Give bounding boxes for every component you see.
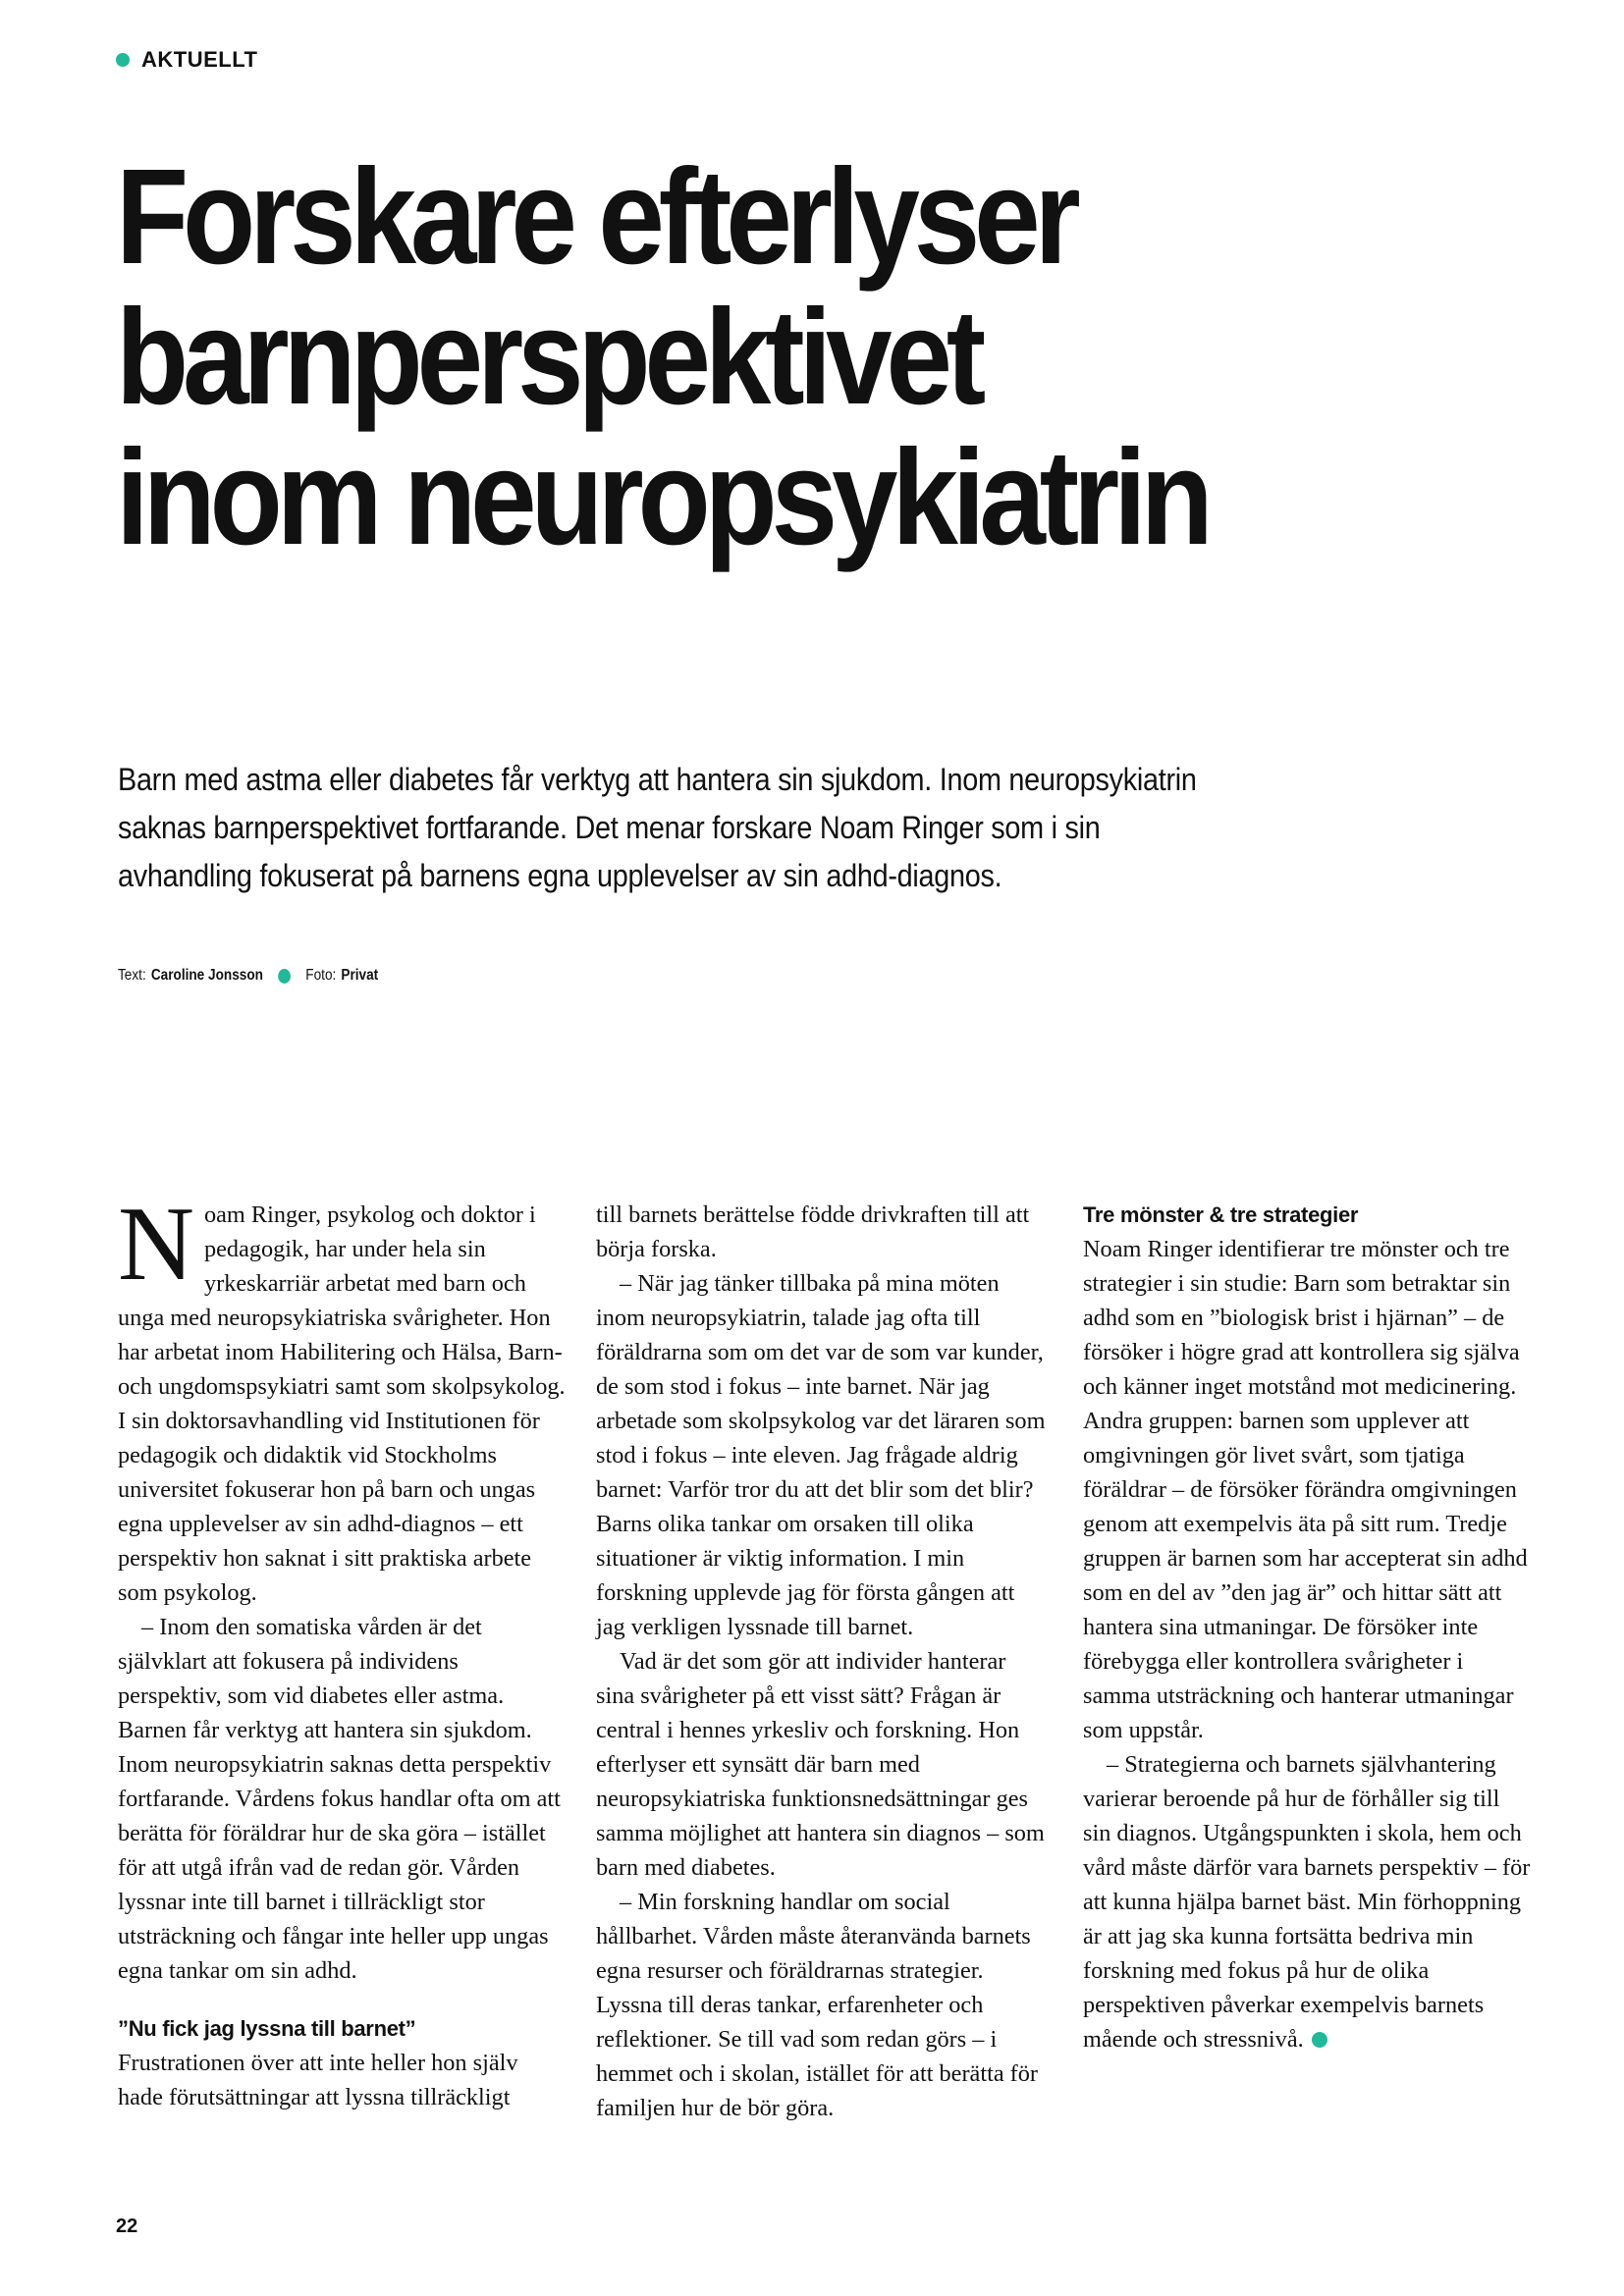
body-paragraph: Vad är det som gör att individer hanterar sina svårigheter på ett visst sätt? Frågan är central i hennes yrkesliv och forskning. Hon efterlyser ett synsätt där barn med neuropsykiatriska funktionsnedsättningar ges samma möjlighet att hantera sin diagnos – som barn med diabetes. (596, 1648, 1045, 1881)
byline-author: Caroline Jonsson (150, 967, 263, 984)
subheading-text: ”Nu fick jag lyssna till barnet” (118, 2016, 416, 2041)
body-paragraph: Noam Ringer identifierar tre mönster och tre strategier i sin studie: Barn som betraktar sin adhd som en ”biologisk brist i hjärnan” – de försöker i högre grad att kontrollera sig själva och känner inget motstånd mot medicinering. Andra gruppen: barnen som upplever att omgivningen gör livet svårt, som tjatiga föräldrar – de försöker förändra omgivningen genom att exempelvis äta på sitt rum. Tredje gruppen är barnen som har accepterat sin adhd som en del av ”den jag är” och hittar sätt att hantera sina utmaningar. De försöker inte förebygga eller kontrollera svårigheter i samma utsträckning och hanterar utmaningar som uppstår. (1083, 1236, 1528, 1743)
article-column-2 (596, 1198, 1046, 2125)
body-paragraph: – Min forskning handlar om social hållbarhet. Vården måste återanvända barnets egna resurser och föräldrarnas strategier. Lyssna till deras tankar, erfarenheter och reflektioner. Se till vad som redan görs – i hemmet och i skolan, istället för att berätta för familjen hur de bör göra. (596, 1889, 1039, 2121)
byline-separator-icon (278, 969, 291, 984)
byline-text-label: Text: (118, 967, 146, 984)
body-paragraph: Frustrationen över att inte heller hon själv hade förutsättningar att lyssna tillräckligt (118, 2050, 518, 2110)
byline-photo-label: Foto: (305, 967, 337, 984)
subheading: Tre mönster & tre strategier (1083, 1202, 1359, 1227)
body-paragraph-text: – Strategierna och barnets självhantering varierar beroende på hur de förhåller sig till sin diagnos. Utgångspunkten i skola, hem och vård måste därför vara barnets perspektiv – för att kunna hjälpa barnet bäst. Min förhoppning är att jag ska kunna fortsätta bedriva min forskning med fokus på hur de olika perspektiven påverkar exempelvis barnets mående och stressnivå. (1083, 1751, 1531, 2053)
body-paragraph: till barnets berättelse födde drivkraften till att börja forska. (596, 1201, 1030, 1262)
body-paragraph (118, 1186, 568, 1610)
drop-cap: N (118, 1186, 194, 1303)
section-bullet-icon (116, 53, 130, 67)
body-paragraph: – Inom den somatiska vården är det självklart att fokusera på individens perspektiv, som vid diabetes eller astma. Barnen får verktyg att hantera sin sjukdom. Inom neuropsykiatrin saknas detta perspektiv fortfarande. Vårdens fokus handlar ofta om att berätta för föräldrar hur de ska göra – istället för att utgå ifrån vad de redan gör. Vården lyssnar inte till barnet i tillräckligt stor utsträckning och fångar inte heller upp ungas egna tankar om sin adhd. (118, 1614, 561, 1984)
article-column-3 (1083, 1198, 1533, 2056)
article-column-1 (118, 1186, 568, 2114)
byline-photo-credit: Privat (341, 967, 379, 984)
lead-paragraph: Barn med astma eller diabetes får verktyg att hantera sin sjukdom. Inom neuropsykiatrin saknas barnperspektivet fortfarande. Det menar forskare Noam Ringer som i sin avhandling fokuserat på barnens egna upplevelser av sin adhd-diagnos. (118, 762, 1197, 893)
body-paragraph (1083, 1747, 1533, 2056)
section-label-text: AKTUELLT (141, 47, 258, 72)
page-number: 22 (116, 2216, 138, 2237)
body-paragraph: – När jag tänker tillbaka på mina möten inom neuropsykiatrin, talade jag ofta till föräldrarna som om det var de som var kunder, de som stod i fokus – inte barnet. När jag arbetade som skolpsykolog var det läraren som stod i fokus – inte eleven. Jag frågade aldrig barnet: Varför tror du att det blir som det blir? Barns olika tankar om orsaken till olika situationer är viktig information. I min forskning upplevde jag för första gången att jag verkligen lyssnade till barnet. (596, 1270, 1046, 1640)
byline (118, 967, 378, 985)
body-paragraph-text: oam Ringer, psykolog och doktor i pedagogik, har under hela sin yrkeskarriär arbetat med barn och unga med neuropsykiatriska svårigheter. Hon har arbetat inom Habilitering och Hälsa, Barn- och ungdomspsykiatri samt som skolpsykolog. I sin doktorsavhandling vid Institutionen för pedagogik och didaktik vid Stockholms universitet fokuserar hon på barn och ungas egna upplevelser av sin adhd-diagnos – ett perspektiv hon saknat i sitt praktiska arbete som psykolog. (118, 1201, 566, 1606)
headline: Forskare efterlyser barnperspektivet inom neuropsykiatrin (116, 141, 1208, 573)
section-label (116, 47, 257, 73)
subheading (118, 2011, 568, 2046)
end-of-article-icon (1312, 2032, 1327, 2048)
